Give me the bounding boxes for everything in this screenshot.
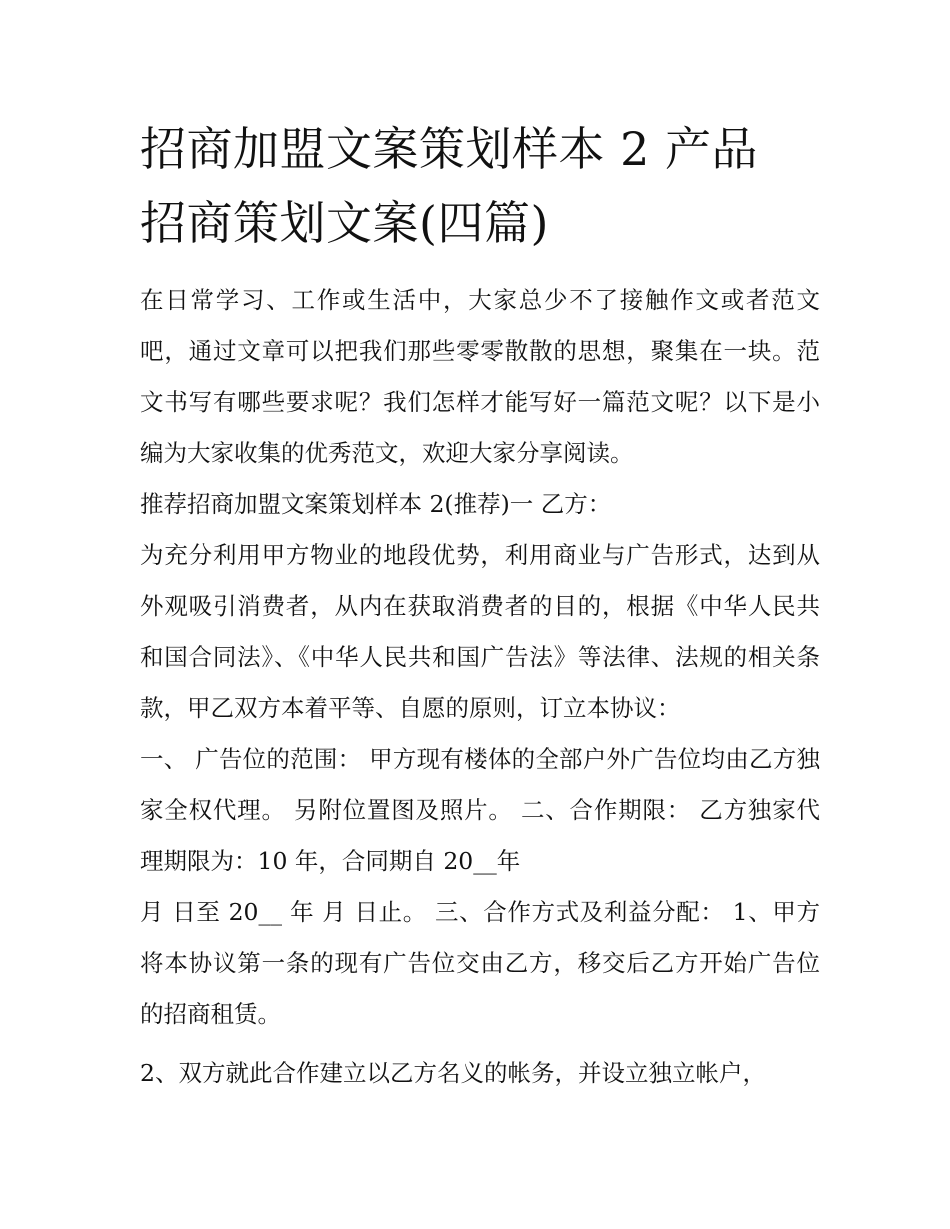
purpose-paragraph: 为充分利用甲方物业的地段优势，利用商业与广告形式，达到从外观吸引消费者，从内在获取消费者的目的，根据《中华人民共和国合同法》、《中华人民共和国广告法》等法律、法规的相关条款，甲乙双方本着平等、自愿的原则，订立本协议： [140, 541, 820, 722]
intro-paragraph: 在日常学习、工作或生活中，大家总少不了接触作文或者范文吧，通过文章可以把我们那些零零散散的思想，聚集在一块。范文书写有哪些要求呢？我们怎样才能写好一篇范文呢？以下是小编为大家收集的优秀范文，欢迎大家分享阅读。 [140, 286, 820, 467]
recommend-heading-paragraph: 推荐招商加盟文案策划样本 2(推荐)一 乙方： [140, 490, 612, 518]
title-line-2: 招商策划文案(四篇) [140, 196, 549, 250]
document-title [140, 112, 830, 260]
document-body [140, 275, 820, 1099]
title-line-1: 招商加盟文案策划样本 2 产品 [140, 122, 759, 176]
account-paragraph: 2、双方就此合作建立以乙方名义的帐务，并设立独立帐户， [140, 1059, 766, 1087]
scope-term-paragraph: 一、 广告位的范围： 甲方现有楼体的全部户外广告位均由乙方独家全权代理。 另附位置图及照片。 二、合作期限： 乙方独家代理期限为：10 年，合同期自 20__年 [140, 745, 820, 875]
cooperation-paragraph: 月 日至 20__ 年 月 日止。 三、合作方式及利益分配： 1、甲方将本协议第一条的现有广告位交由乙方，移交后乙方开始广告位的招商租赁。 [140, 898, 820, 1028]
